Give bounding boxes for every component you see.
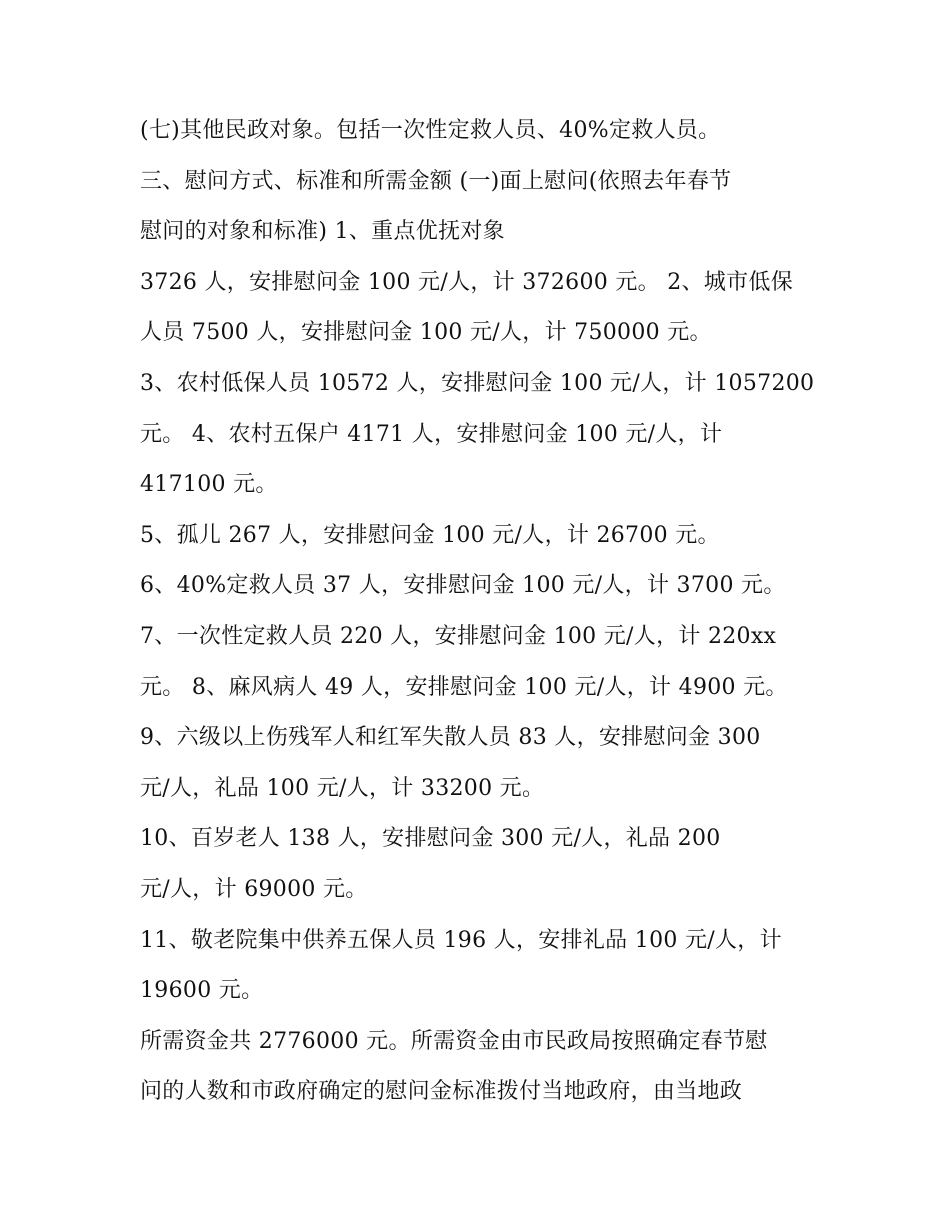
text-line: 元/人，礼品 100 元/人，计 33200 元。 bbox=[140, 775, 545, 801]
text-line: 3726 人，安排慰问金 100 元/人，计 372600 元。 2、城市低保 bbox=[140, 269, 794, 295]
text-line: 元/人，计 69000 元。 bbox=[140, 876, 368, 902]
document-body bbox=[140, 106, 820, 1118]
text-line: 11、敬老院集中供养五保人员 196 人，安排礼品 100 元/人，计 bbox=[140, 927, 782, 953]
text-line: 三、慰问方式、标准和所需金额 (一)面上慰问(依照去年春节 bbox=[140, 168, 732, 194]
text-line: 5、孤儿 267 人，安排慰问金 100 元/人，计 26700 元。 bbox=[140, 522, 720, 548]
text-line: 417100 元。 bbox=[140, 472, 278, 498]
text-line: 3、农村低保人员 10572 人，安排慰问金 100 元/人，计 1057200 bbox=[140, 370, 815, 396]
text-line: 10、百岁老人 138 人，安排慰问金 300 元/人，礼品 200 bbox=[140, 826, 721, 852]
text-line: 6、40%定救人员 37 人，安排慰问金 100 元/人，计 3700 元。 bbox=[140, 573, 786, 599]
text-line: 7、一次性定救人员 220 人，安排慰问金 100 元/人，计 220xx bbox=[140, 623, 777, 649]
text-line: 慰问的对象和标准) 1、重点优抚对象 bbox=[140, 219, 505, 245]
text-line: 19600 元。 bbox=[140, 978, 264, 1004]
text-line: 问的人数和市政府确定的慰问金标准拨付当地政府，由当地政 bbox=[140, 1079, 743, 1105]
text-line: 人员 7500 人，安排慰问金 100 元/人，计 750000 元。 bbox=[140, 320, 712, 346]
text-line: 元。 4、农村五保户 4171 人，安排慰问金 100 元/人，计 bbox=[140, 421, 723, 447]
text-line: 元。 8、麻风病人 49 人，安排慰问金 100 元/人，计 4900 元。 bbox=[140, 674, 788, 700]
text-line: 所需资金共 2776000 元。所需资金由市民政局按照确定春节慰 bbox=[140, 1028, 768, 1054]
text-line: (七)其他民政对象。包括一次性定救人员、40%定救人员。 bbox=[140, 118, 721, 143]
text-line: 9、六级以上伤残军人和红军失散人员 83 人，安排慰问金 300 bbox=[140, 725, 761, 751]
